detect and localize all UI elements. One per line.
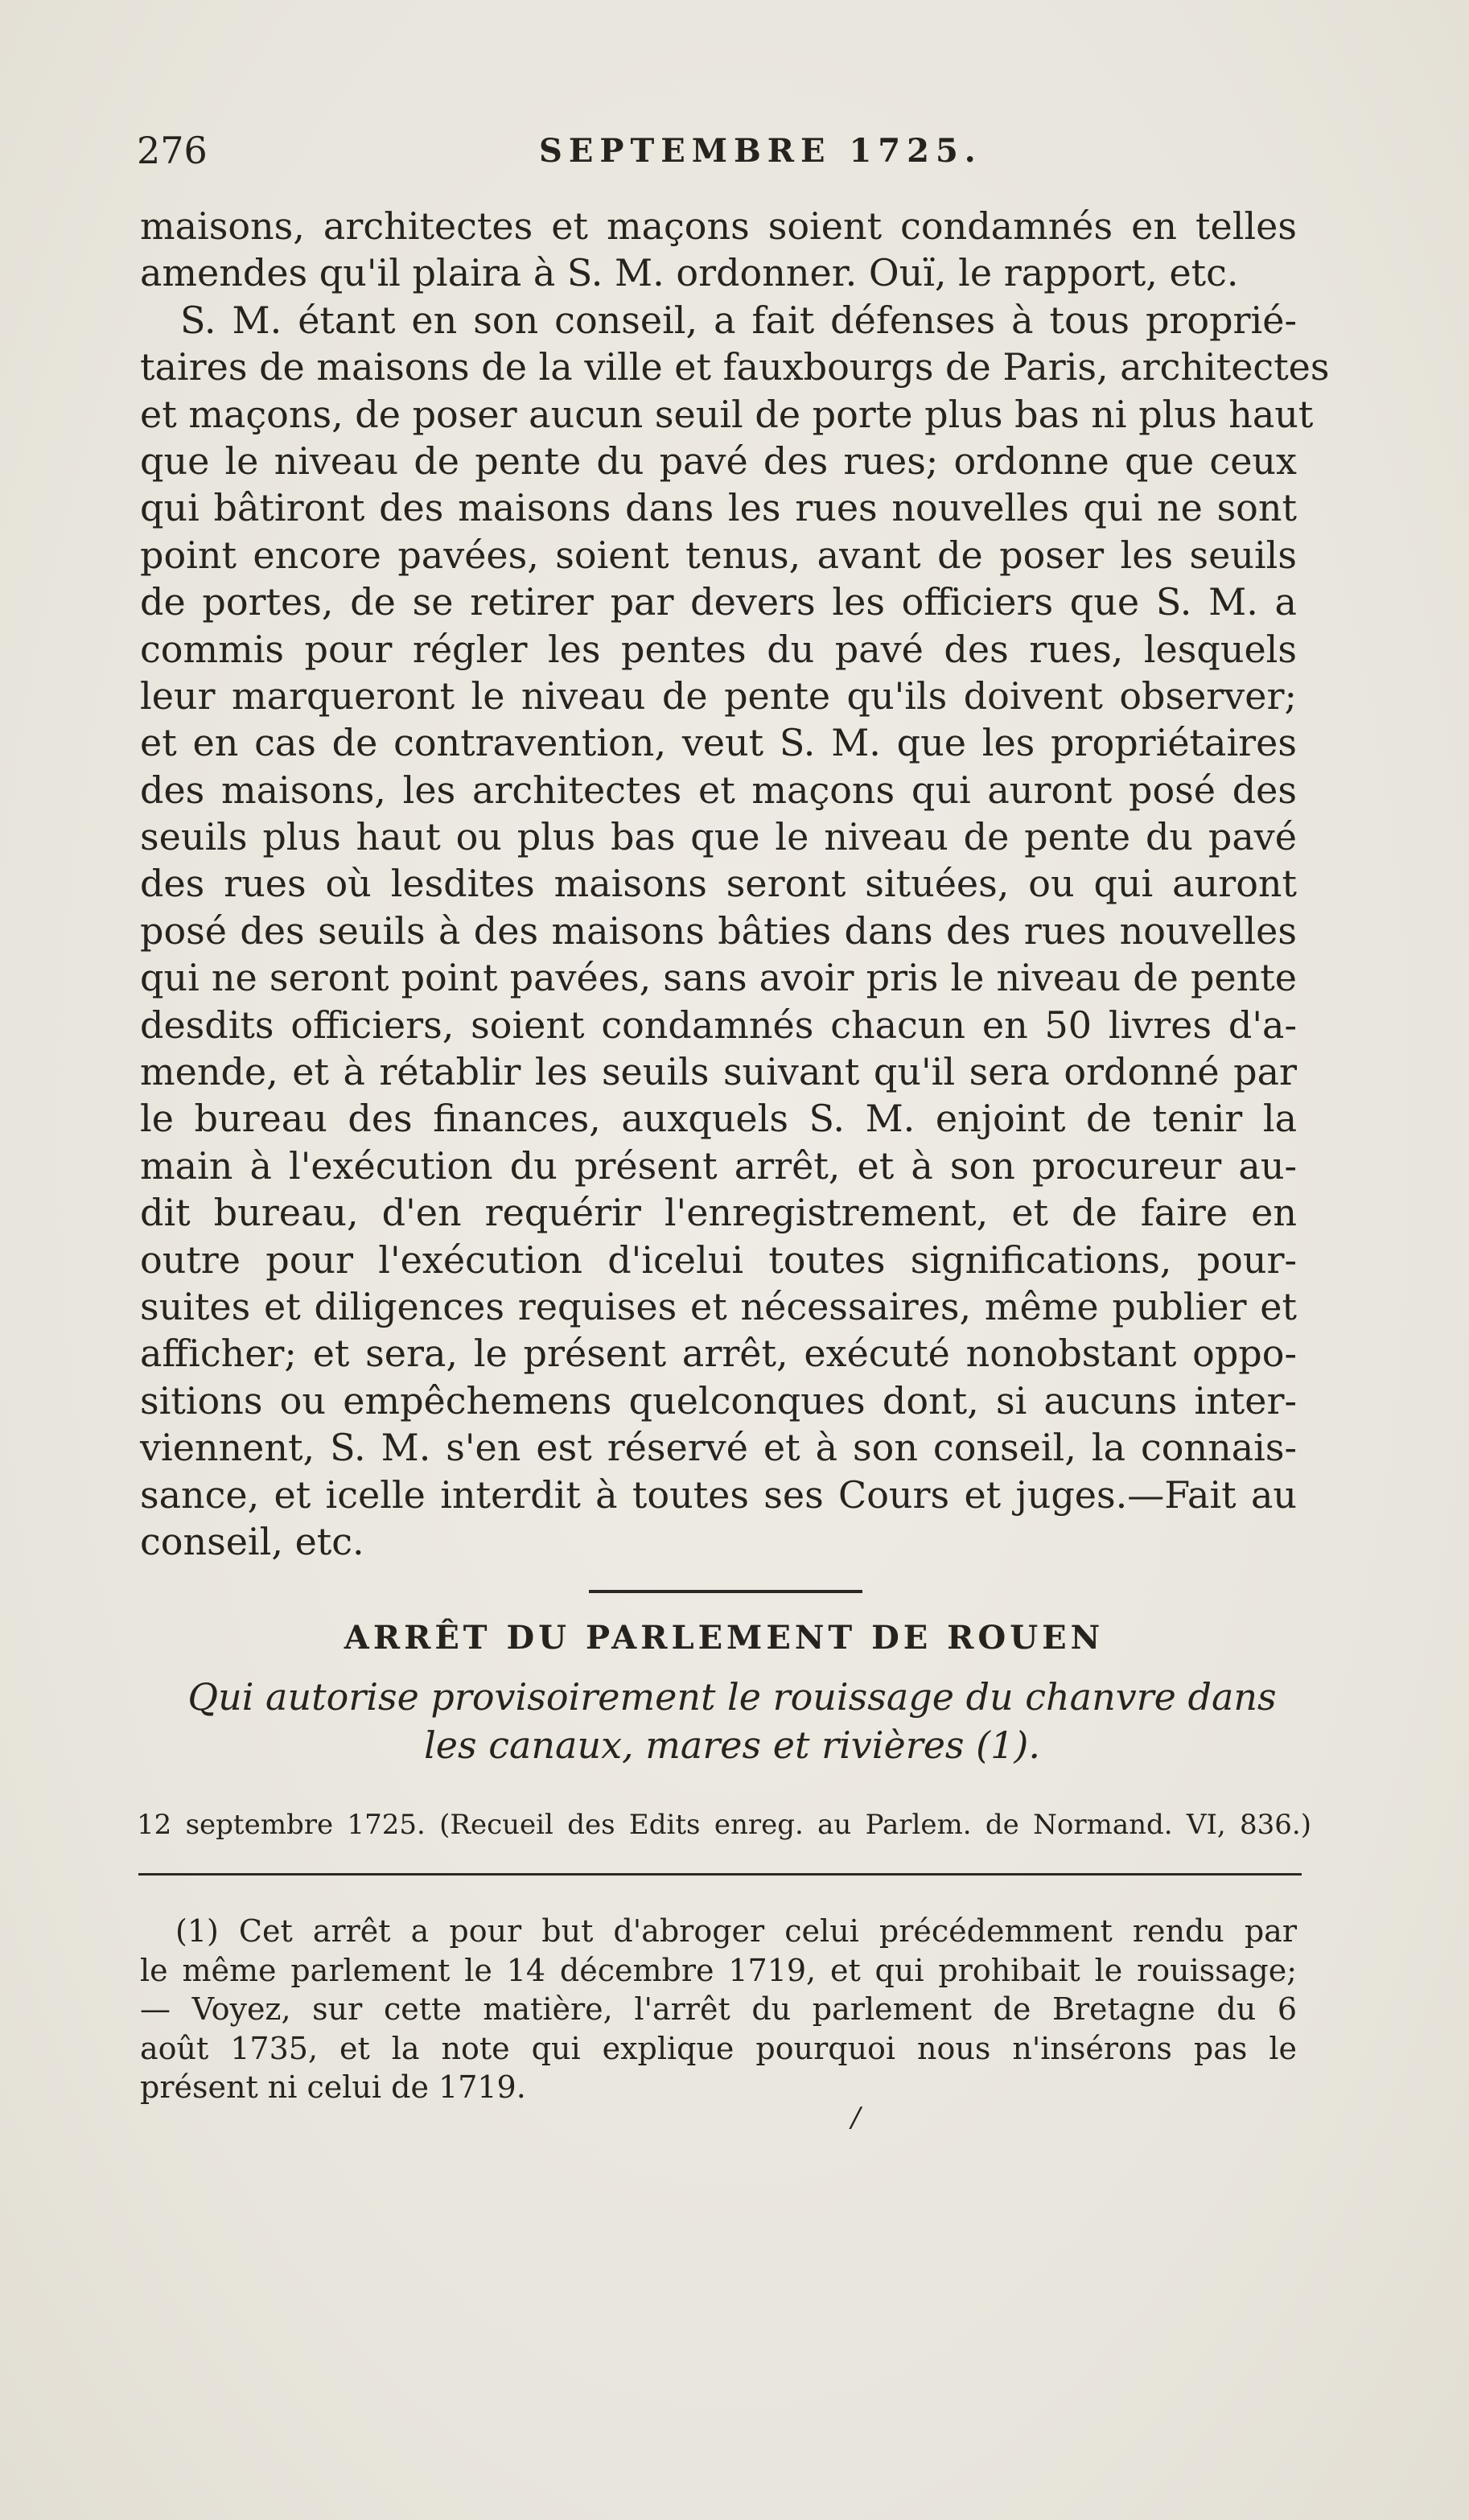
body-line: outre pour l'exécution d'icelui toutes significations, pour- xyxy=(140,1237,1297,1282)
body-line: taires de maisons de la ville et fauxbourgs de Paris, architectes xyxy=(140,345,1330,389)
footnote-line: — Voyez, sur cette matière, l'arrêt du parlement de Bretagne du 6 xyxy=(140,1991,1297,2027)
body-line: S. M. étant en son conseil, a fait défenses à tous proprié- xyxy=(180,298,1297,342)
body-line: que le niveau de pente du pavé des rues; ordonne que ceux xyxy=(140,439,1297,483)
body-text xyxy=(140,203,1330,1565)
page-number: 276 xyxy=(137,129,208,172)
footnote-line: août 1735, et la note qui explique pourquoi nous n'insérons pas le xyxy=(140,2030,1297,2066)
footnote-line: (1) Cet arrêt a pour but d'abroger celui précédemment rendu par xyxy=(175,1913,1297,1949)
footnote-line: le même parlement le 14 décembre 1719, et qui prohibait le rouissage; xyxy=(140,1952,1297,1988)
section-title: ARRÊT DU PARLEMENT DE ROUEN xyxy=(344,1619,1105,1657)
body-line: des maisons, les architectes et maçons qui auront posé des xyxy=(140,768,1297,812)
footnote-divider xyxy=(138,1873,1302,1876)
body-line: suites et diligences requises et nécessaires, même publier et xyxy=(140,1284,1297,1328)
body-line: leur marqueront le niveau de pente qu'ils doivent observer; xyxy=(140,673,1297,718)
body-line: des rues où lesdites maisons seront situées, ou qui auront xyxy=(140,862,1297,906)
section-subtitle-line-2: les canaux, mares et rivières (1). xyxy=(424,1723,1040,1767)
body-line: amendes qu'il plaira à S. M. ordonner. Ouï, le rapport, etc. xyxy=(140,251,1239,295)
page-header xyxy=(137,129,1303,177)
body-line: sitions ou empêchemens quelconques dont, si aucuns inter- xyxy=(140,1378,1297,1423)
body-line: et en cas de contravention, veut S. M. que les propriétaires xyxy=(140,721,1297,765)
body-line: desdits officiers, soient condamnés chacun en 50 livres d'a- xyxy=(140,1003,1297,1047)
body-line: qui ne seront point pavées, sans avoir pris le niveau de pente xyxy=(140,956,1297,1000)
body-line: point encore pavées, soient tenus, avant de poser les seuils xyxy=(140,533,1297,577)
body-line: conseil, etc. xyxy=(140,1519,364,1563)
body-line: et maçons, de poser aucun seuil de porte plus bas ni plus haut xyxy=(140,392,1314,436)
body-line: sance, et icelle interdit à toutes ses Cours et juges.—Fait au xyxy=(140,1472,1297,1517)
stray-mark: / xyxy=(851,2102,861,2134)
body-line: main à l'exécution du présent arrêt, et à son procureur au- xyxy=(140,1143,1297,1188)
body-line: dit bureau, d'en requérir l'enregistrement, et de faire en xyxy=(140,1191,1297,1235)
body-line: le bureau des finances, auxquels S. M. enjoint de tenir la xyxy=(140,1097,1297,1141)
footnote-line: présent ni celui de 1719. xyxy=(140,2069,526,2105)
dateline: 12 septembre 1725. (Recueil des Edits enreg. au Parlem. de Normand. VI, 836.) xyxy=(137,1809,1311,1841)
body-line: mende, et à rétablir les seuils suivant qu'il sera ordonné par xyxy=(140,1050,1297,1094)
body-line: posé des seuils à des maisons bâties dans des rues nouvelles xyxy=(140,908,1297,953)
body-line: qui bâtiront des maisons dans les rues nouvelles qui ne sont xyxy=(140,486,1297,530)
body-line: maisons, architectes et maçons soient condamnés en telles xyxy=(140,204,1297,248)
section-subtitle-line-1: Qui autorise provisoirement le rouissage du chanvre dans xyxy=(187,1675,1277,1719)
footnote xyxy=(140,1912,1297,2107)
body-line: seuils plus haut ou plus bas que le niveau de pente du pavé xyxy=(140,815,1297,859)
body-line: afficher; et sera, le présent arrêt, exécuté nonobstant oppo- xyxy=(140,1332,1297,1376)
body-line: de portes, de se retirer par devers les officiers que S. M. a xyxy=(140,580,1297,624)
body-line: viennent, S. M. s'en est réservé et à son conseil, la connais- xyxy=(140,1426,1297,1470)
section-divider-short xyxy=(589,1590,862,1593)
body-line: commis pour régler les pentes du pavé des rues, lesquels xyxy=(140,627,1297,671)
running-title: SEPTEMBRE 1725. xyxy=(539,132,982,170)
